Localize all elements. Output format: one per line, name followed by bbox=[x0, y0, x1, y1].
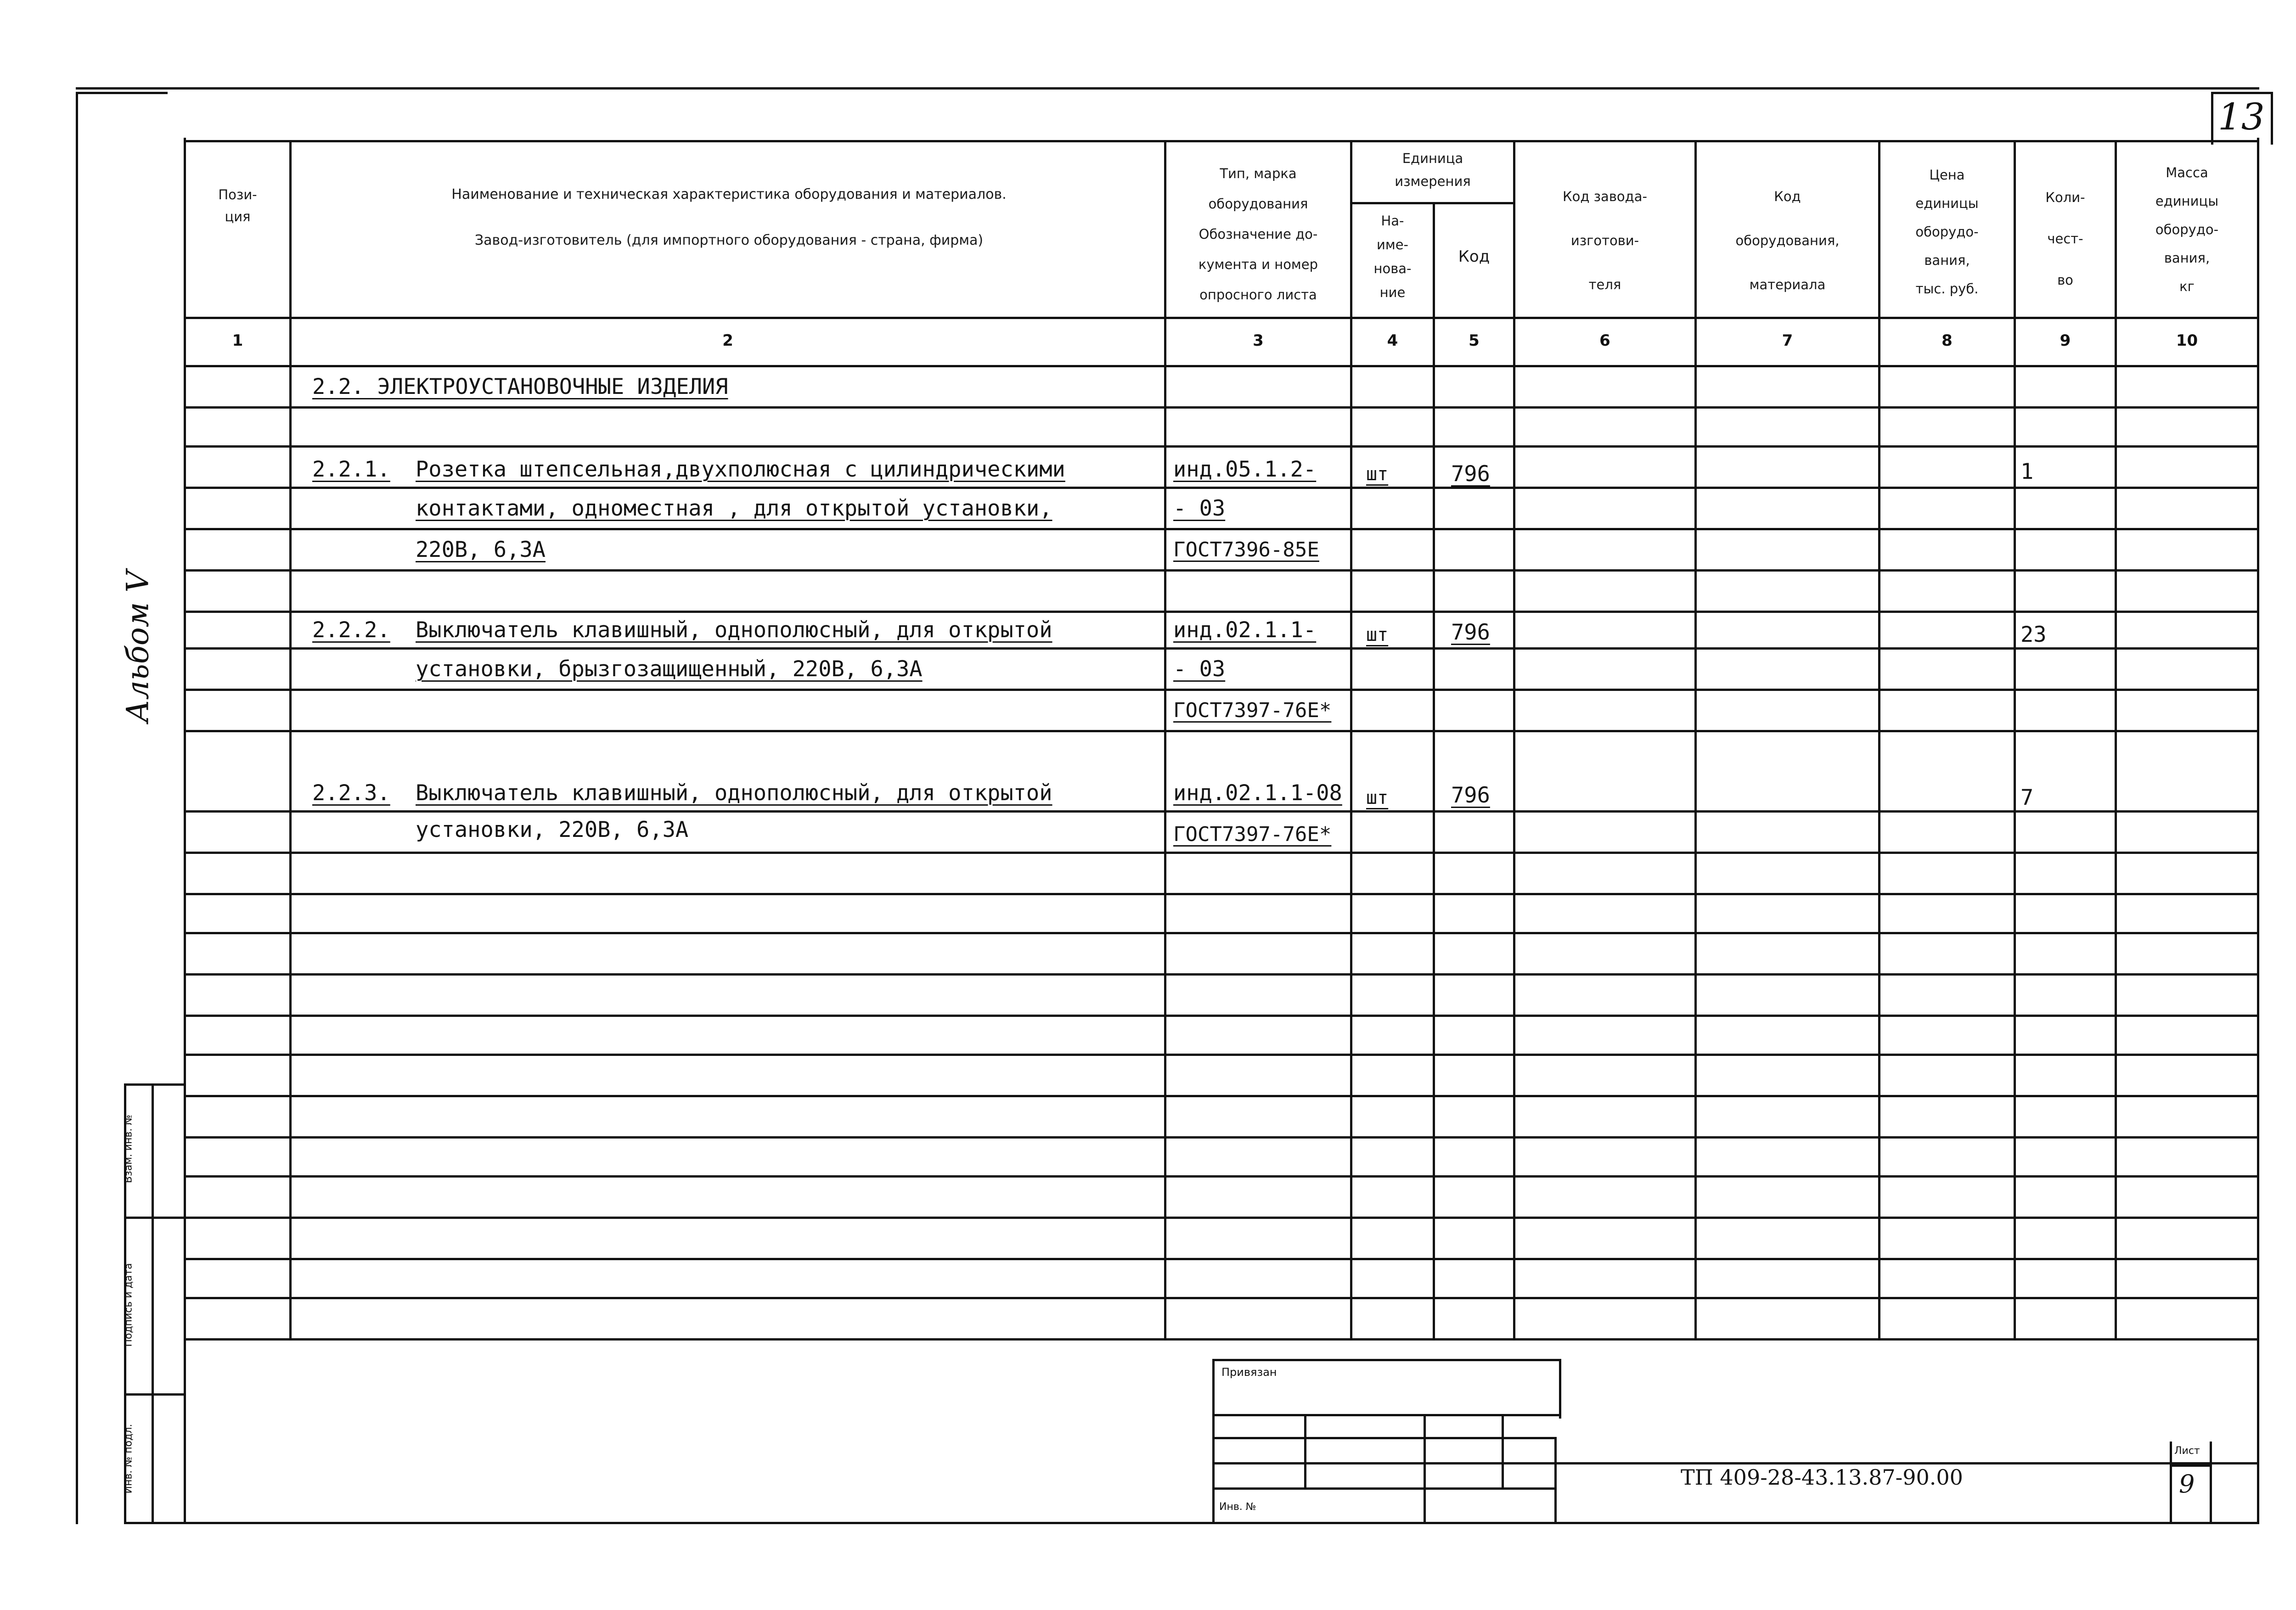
item-unit: шт bbox=[1366, 787, 1389, 808]
header-name-line1: Наименование и техническая характеристика оборудования и материалов. bbox=[451, 186, 1007, 202]
side-label: Инв. № подл. bbox=[123, 1424, 135, 1494]
header-mass: Масса единицы оборудо- вания, кг bbox=[2155, 165, 2219, 294]
item-unit: шт bbox=[1366, 464, 1389, 485]
item-position: 2.2.1. bbox=[312, 457, 390, 482]
item-name-line: установки, 220В, 6,3А bbox=[416, 817, 689, 842]
header-quantity: Коли- чест- во bbox=[2045, 190, 2085, 288]
item-doc-line: ГОСТ7397-76Е* bbox=[1173, 699, 1332, 722]
item-name-line: Розетка штепсельная,двухполюсная с цилиндрическими bbox=[416, 457, 1065, 482]
item-doc-line: ГОСТ7397-76Е* bbox=[1173, 823, 1332, 846]
frame-right bbox=[2257, 138, 2259, 1524]
header-position: Пози- ция bbox=[218, 187, 257, 224]
item-doc-line: инд.02.1.1- bbox=[1173, 617, 1317, 643]
item-name-line: контактами, одноместная , для открытой установки, bbox=[416, 496, 1052, 521]
sheet-number: 9 bbox=[2179, 1470, 2195, 1498]
item-name-line: установки, брызгозащищенный, 220В, 6,3А bbox=[416, 656, 923, 682]
item-unit-code: 796 bbox=[1451, 461, 1490, 487]
item-quantity: 1 bbox=[2020, 459, 2034, 484]
header-equipment-code: Код оборудования, материала bbox=[1735, 189, 1840, 292]
item-unit-code: 796 bbox=[1451, 620, 1490, 645]
header-unit-name: На- име- нова- ние bbox=[1373, 213, 1412, 300]
frame-bottom bbox=[124, 1522, 2259, 1524]
header-factory-code: Код завода- изготови- теля bbox=[1563, 189, 1647, 292]
item-unit-code: 796 bbox=[1451, 783, 1490, 808]
item-doc-line: инд.05.1.2- bbox=[1173, 457, 1317, 482]
album-label: Альбом V bbox=[120, 570, 156, 723]
header-name-line2: Завод-изготовитель (для импортного оборудования - страна, фирма) bbox=[474, 232, 984, 248]
frame-top bbox=[76, 87, 2259, 90]
item-name-line: Выключатель клавишный, однополюсный, для открытой bbox=[416, 780, 1052, 806]
table-top bbox=[184, 140, 2257, 142]
document-designation: ТП 409-28-43.13.87-90.00 bbox=[1681, 1465, 1963, 1490]
side-label: Подпись и дата bbox=[123, 1263, 135, 1347]
item-position: 2.2.3. bbox=[312, 780, 390, 806]
stamp-privyazan: Привязан bbox=[1221, 1366, 1277, 1379]
header-unit-code: Код bbox=[1458, 247, 1490, 266]
frame-left bbox=[76, 92, 78, 1524]
item-quantity: 23 bbox=[2020, 622, 2047, 647]
item-name-line: 220В, 6,3А bbox=[416, 537, 546, 562]
item-doc-line: - 03 bbox=[1173, 496, 1226, 521]
header-type-doc: Тип, марка оборудования Обозначение до- кумента и номер опросного листа bbox=[1198, 166, 1318, 303]
header-unit-group: Единица измерения bbox=[1395, 151, 1471, 189]
header-unit-price: Цена единицы оборудо- вания, тыс. руб. bbox=[1915, 167, 1979, 297]
item-position: 2.2.2. bbox=[312, 617, 390, 643]
item-doc-line: инд.02.1.1-08 bbox=[1173, 780, 1342, 806]
sheet-label: Лист bbox=[2174, 1445, 2200, 1457]
section-title: 2.2. ЭЛЕКТРОУСТАНОВОЧНЫЕ ИЗДЕЛИЯ bbox=[312, 374, 728, 399]
item-doc-line: ГОСТ7396-85Е bbox=[1173, 538, 1319, 561]
item-name-line: Выключатель клавишный, однополюсный, для открытой bbox=[416, 617, 1052, 643]
frame-top-left bbox=[76, 92, 168, 94]
item-quantity: 7 bbox=[2020, 785, 2034, 810]
header-bottom bbox=[184, 317, 2257, 319]
colnum-bottom bbox=[184, 365, 2257, 367]
item-doc-line: - 03 bbox=[1173, 656, 1226, 682]
stamp-inv: Инв. № bbox=[1219, 1501, 1256, 1513]
page-number: 13 bbox=[2218, 95, 2265, 138]
side-label: Взам. инв. № bbox=[123, 1114, 135, 1184]
item-unit: шт bbox=[1366, 624, 1389, 645]
